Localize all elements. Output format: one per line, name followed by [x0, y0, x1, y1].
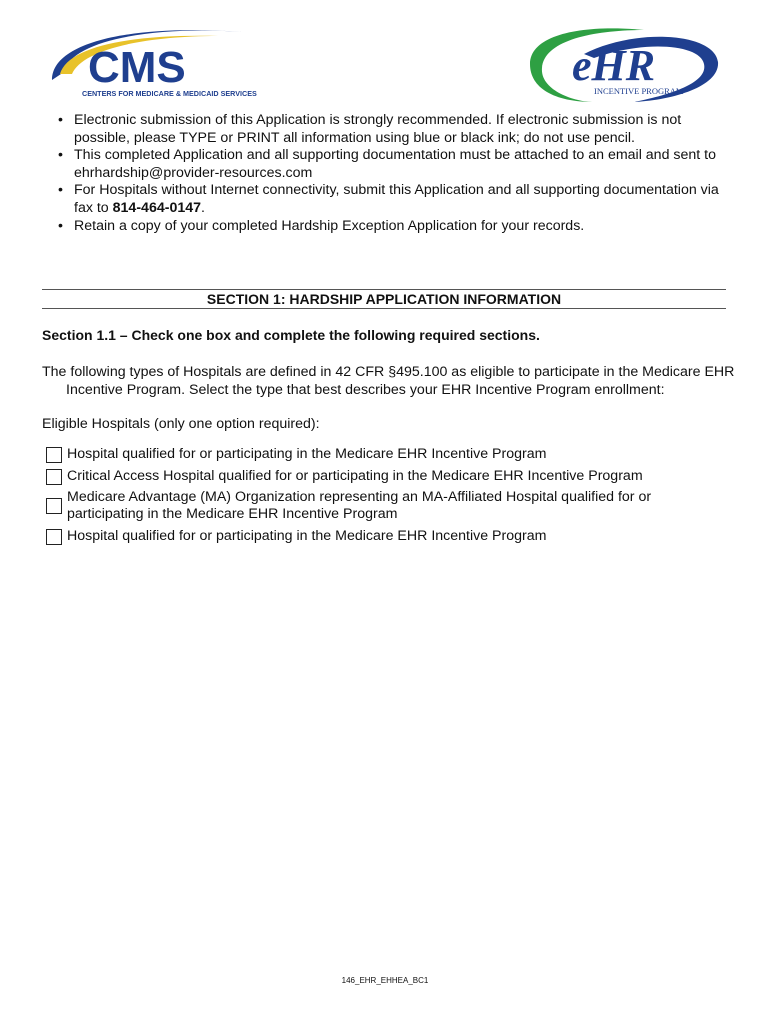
- intro-text: The following types of Hospitals are defined in 42 CFR §495.100 as eligible to participate in the Medicare EHR Incentive Program. Select the type that best describes your EHR Incentive Program enrollment:: [42, 364, 735, 398]
- option-label: Hospital qualified for or participating in the Medicare EHR Incentive Program: [67, 528, 547, 544]
- ehr-logo-subtext: INCENTIVE PROGRAM: [594, 86, 684, 96]
- cms-logo-subtext: CENTERS FOR MEDICARE & MEDICAID SERVICES: [82, 89, 257, 98]
- option-label: Medicare Advantage (MA) Organization representing an MA-Affiliated Hospital qualified for or participating in the Medicare EHR Incentive Program: [67, 489, 652, 522]
- instruction-item: • For Hospitals without Internet connectivity, submit this Application and all supporting documentation via fax to 814-464-0147.: [56, 182, 736, 217]
- instruction-item: • Retain a copy of your completed Hardship Exception Application for your records.: [56, 218, 736, 236]
- option-checkbox[interactable]: [46, 498, 62, 514]
- footer-form-code: 146_EHR_EHHEA_BC1: [341, 976, 429, 985]
- ehr-incentive-logo: [524, 24, 720, 104]
- fax-number: 814-464-0147: [112, 199, 202, 216]
- section-rule-top: [42, 289, 726, 290]
- cms-logo-text: CMS: [88, 43, 186, 92]
- option-checkbox[interactable]: [46, 469, 62, 485]
- subsection-title: Section 1.1 – Check one box and complete the following required sections.: [42, 327, 540, 343]
- section-title: SECTION 1: HARDSHIP APPLICATION INFORMATION: [206, 291, 562, 307]
- section-rule-bottom: [42, 308, 726, 309]
- ehr-logo-text: eHR: [572, 41, 656, 90]
- instruction-item: • This completed Application and all supporting documentation must be attached to an email and sent to ehrhardship@provider-resources.com: [56, 147, 736, 182]
- option-label: Hospital qualified for or participating in the Medicare EHR Incentive Program: [67, 446, 547, 462]
- option-row: [46, 446, 546, 463]
- option-row: [46, 489, 726, 523]
- option-checkbox[interactable]: [46, 529, 62, 545]
- option-row: [46, 468, 643, 485]
- instructions-list: [56, 112, 736, 235]
- option-row: [46, 528, 546, 545]
- option-label: Critical Access Hospital qualified for or participating in the Medicare EHR Incentive Program: [67, 468, 643, 484]
- eligible-hospitals-label: Eligible Hospitals (only one option required):: [42, 416, 320, 432]
- option-checkbox[interactable]: [46, 447, 62, 463]
- instruction-item: • Electronic submission of this Application is strongly recommended. If electronic submission is not possible, please TYPE or PRINT all information using blue or black ink; do not use pencil.: [56, 112, 736, 147]
- cms-logo: [42, 22, 262, 100]
